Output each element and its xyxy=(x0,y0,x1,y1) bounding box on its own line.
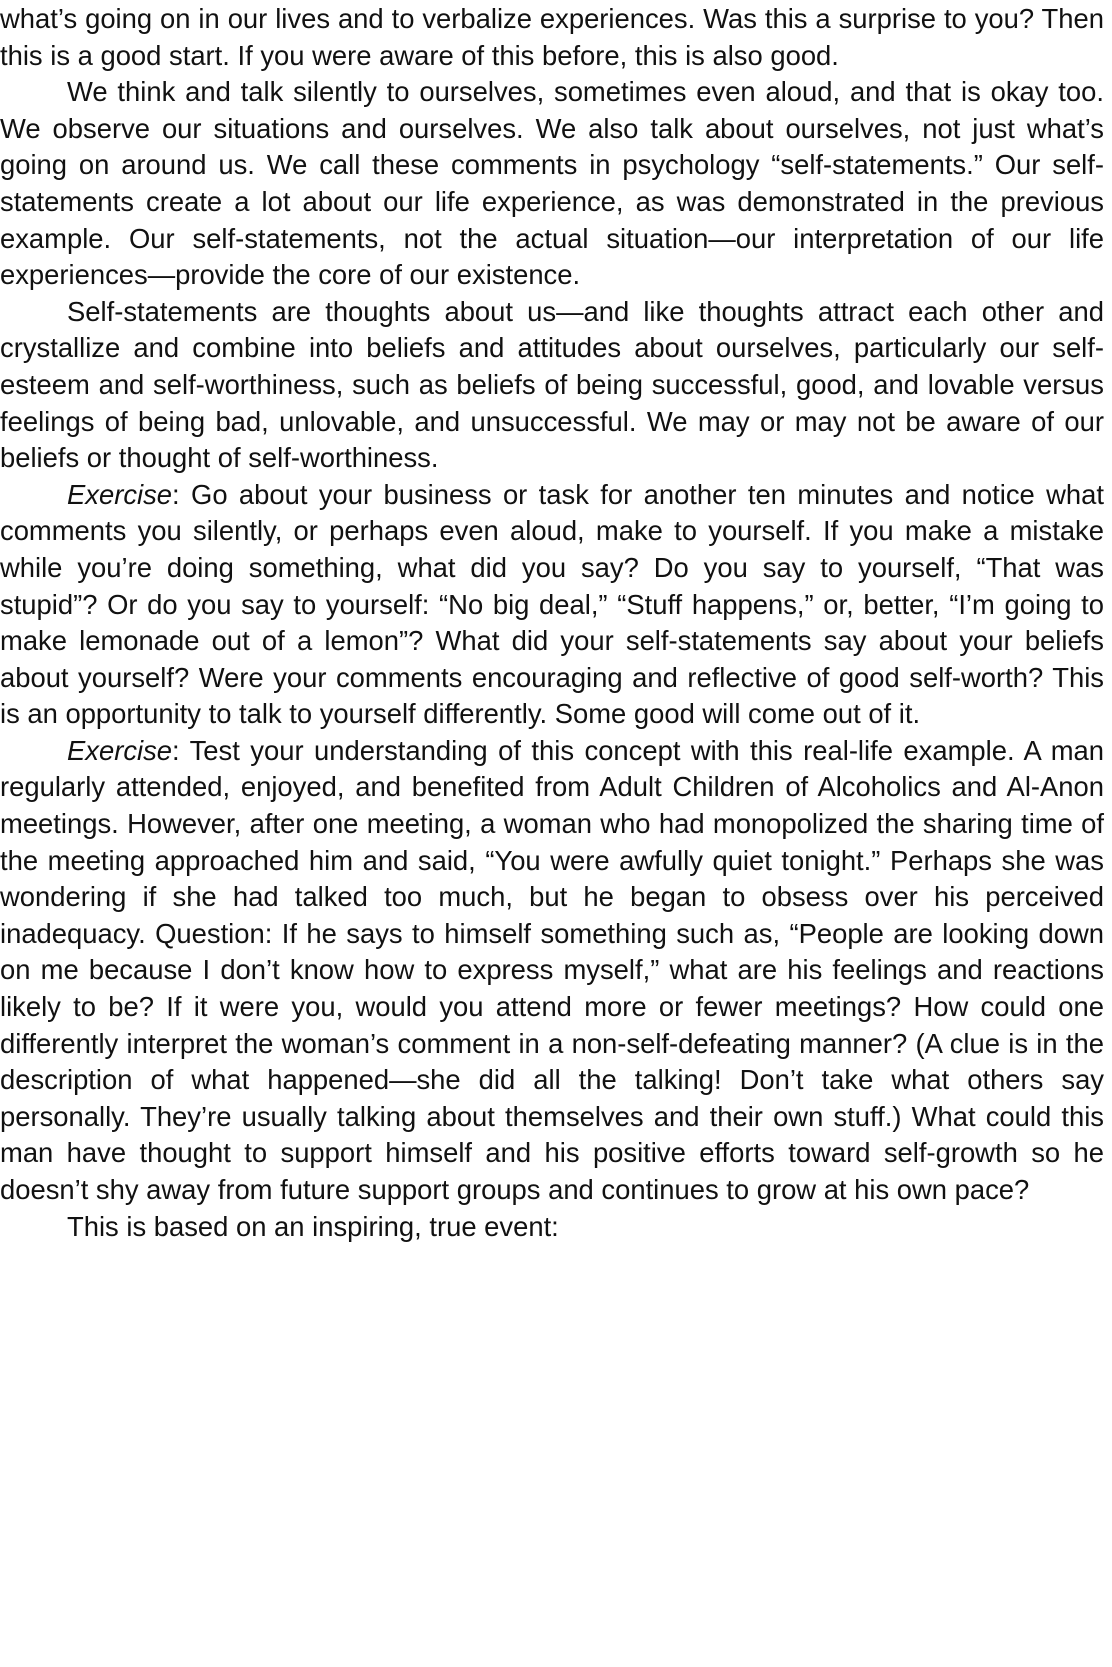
paragraph-exercise-notice-comments xyxy=(0,477,1104,733)
paragraph-true-event xyxy=(0,1209,1104,1246)
paragraph-text: what’s going on in our lives and to verbalize experiences. Was this a surprise to you? Then this is a good start. If you were aware of this before, this is also good. xyxy=(0,3,1104,71)
paragraph-self-statements xyxy=(0,74,1104,294)
paragraph-text: : Go about your business or task for another ten minutes and notice what comments you silently, or perhaps even aloud, make to yourself. If you make a mistake while you’re doing something, what did you say? Do you say to yourself, “That was stupid”? Or do you say to yourself: “No big deal,” “Stuff happens,” or, better, “I’m going to make lemonade out of a lemon”? What did your self-statements say about your beliefs about yourself? Were your comments encouraging and reflective of good self-worth? This is an opportunity to talk to yourself differently. Some good will come out of it. xyxy=(0,478,1104,730)
paragraph-text: We think and talk silently to ourselves, sometimes even aloud, and that is okay too. We observe our situations and ourselves. We also talk about ourselves, not just what’s going on around us. We call these comments in psychology “self-statements.” Our self-statements create a lot about our life experience, as was demonstrated in the previous example. Our self-statements, not the actual situation—our interpretation of our life experiences—provide the core of our existence. xyxy=(0,76,1104,291)
exercise-label: Exercise xyxy=(67,478,173,510)
paragraph-text: This is based on an inspiring, true event: xyxy=(67,1210,559,1242)
exercise-label: Exercise xyxy=(67,734,173,766)
paragraph-beliefs xyxy=(0,294,1104,477)
paragraph-text: Self-statements are thoughts about us—and like thoughts attract each other and crystallize and combine into beliefs and attitudes about ourselves, particularly our self-esteem and self-worthiness, such as beliefs of being successful, good, and lovable versus feelings of being bad, unlovable, and unsuccessful. We may or may not be aware of our beliefs or thought of self-worthiness. xyxy=(0,295,1104,474)
paragraph-exercise-real-life xyxy=(0,733,1104,1209)
paragraph-text: : Test your understanding of this concept with this real-life example. A man regularly attended, enjoyed, and benefited from Adult Children of Alcoholics and Al-Anon meetings. However, after one meeting, a woman who had monopolized the sharing time of the meeting approached him and said, “You were awfully quiet tonight.” Perhaps she was wondering if she had talked too much, but he began to obsess over his perceived inadequacy. Question: If he says to himself something such as, “People are looking down on me because I don’t know how to express myself,” what are his feelings and reactions likely to be? If it were you, would you attend more or fewer meetings? How could one differently interpret the woman’s comment in a non-self-defeating manner? (A clue is in the description of what happened—she did all the talking! Don’t take what others say personally. They’re usually talking about themselves and their own stuff.) What could this man have thought to support himself and his positive efforts toward self-growth so he doesn’t shy away from future support groups and continues to grow at his own pace? xyxy=(0,734,1104,1205)
paragraph-continuation xyxy=(0,1,1104,74)
